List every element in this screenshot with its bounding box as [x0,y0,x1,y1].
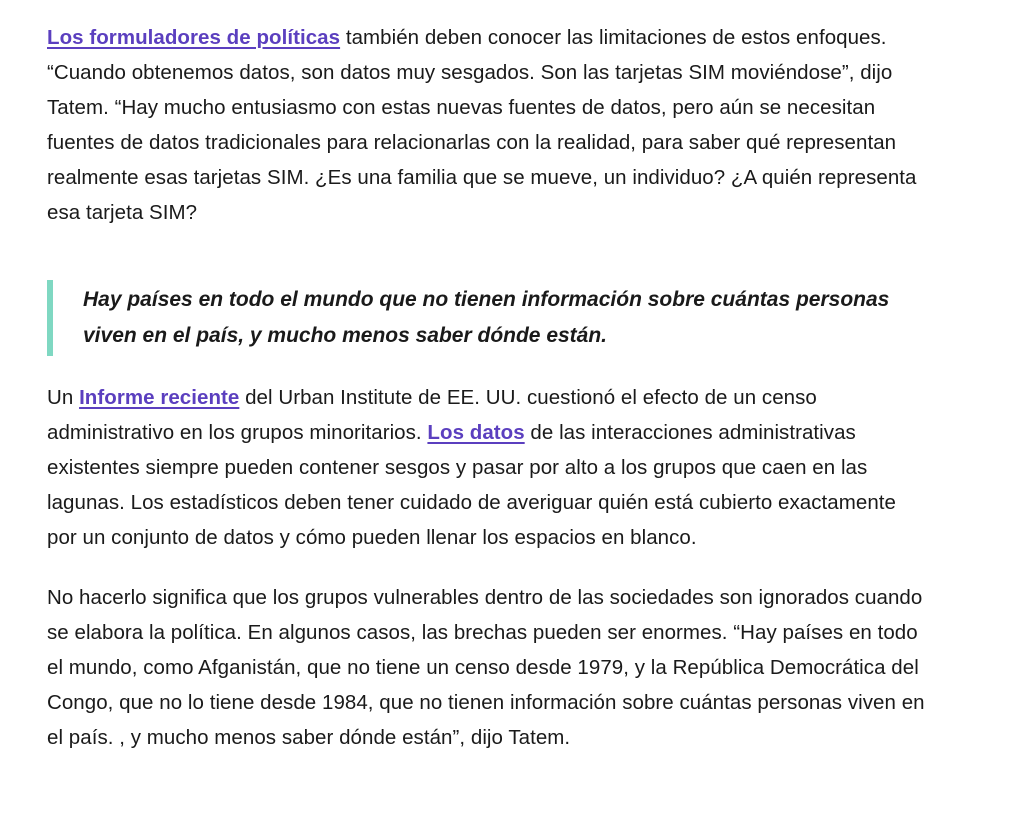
paragraph-2-text-c: de las interacciones administrativas existentes siempre pueden contener sesgos y pasar por alto a los grupos que caen en las lagunas. Los estadísticos deben tener cuidado de averiguar quién está cubierto exactamente por un conjunto de datos y cómo pueden llenar los espacios en blanco. [47,421,896,549]
paragraph-1-text: también deben conocer las limitaciones de estos enfoques. “Cuando obtenemos datos, son datos muy sesgados. Son las tarjetas SIM moviéndose”, dijo Tatem. “Hay mucho entusiasmo con estas nuevas fuentes de datos, pero aún se necesitan fuentes de datos tradicionales para relacionarlas con la realidad, para saber qué representan realmente esas tarjetas SIM. ¿Es una familia que se mueve, un individuo? ¿A quién representa esa tarjeta SIM? [47,26,917,224]
link-policymakers[interactable]: Los formuladores de políticas [47,26,341,49]
paragraph-policymakers [47,20,927,230]
article-body [47,20,927,755]
pull-quote [47,280,927,354]
paragraph-2-text-b: del Urban Institute de EE. UU. cuestionó el efecto de un censo administrativo en los grupos minoritarios. [47,386,817,444]
pull-quote-text: Hay países en todo el mundo que no tienen información sobre cuántas personas viven en el país, y mucho menos saber dónde están. [83,288,890,347]
link-recent-report[interactable]: Informe reciente [79,386,240,409]
paragraph-vulnerable-groups: No hacerlo significa que los grupos vulnerables dentro de las sociedades son ignorados cuando se elabora la política. En algunos casos, las brechas pueden ser enormes. “Hay países en todo el mundo, como Afganistán, que no tiene un censo desde 1979, y la República Democrática del Congo, que no lo tiene desde 1984, que no tienen información sobre cuántas personas viven en el país. , y mucho menos saber dónde están”, dijo Tatem. [47,586,925,749]
pull-quote-accent-bar [47,280,53,356]
paragraph-urban-institute [47,380,927,555]
link-the-data[interactable]: Los datos [427,421,525,444]
paragraph-2-text-a: Un [47,386,80,409]
